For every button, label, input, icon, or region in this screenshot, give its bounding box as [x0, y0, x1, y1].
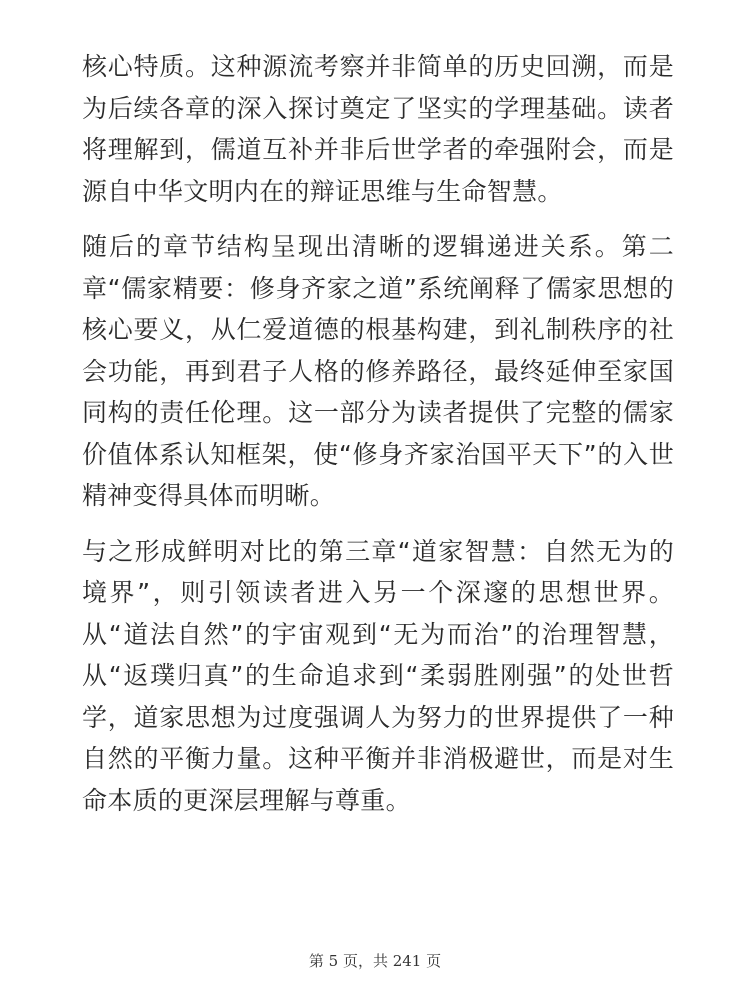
page-number: 第 5 页，共 241 页	[308, 952, 442, 970]
paragraph-1: 核心特质。这种源流考察并非简单的历史回溯，而是为后续各章的深入探讨奠定了坚实的学理基础。读者将理解到，儒道互补并非后世学者的牵强附会，而是源自中华文明内在的辩证思维与生命智慧。	[82, 52, 674, 206]
paragraph-2: 随后的章节结构呈现出清晰的逻辑递进关系。第二章“儒家精要：修身齐家之道”系统阐释了儒家思想的核心要义，从仁爱道德的根基构建，到礼制秩序的社会功能，再到君子人格的修养路径，最终延伸至家国同构的责任伦理。这一部分为读者提供了完整的儒家价值体系认知框架，使“修身齐家治国平天下”的入世精神变得具体而明晰。	[82, 232, 674, 510]
paragraph-3: 与之形成鲜明对比的第三章“道家智慧：自然无为的境界”，则引领读者进入另一个深邃的思想世界。从“道法自然”的宇宙观到“无为而治”的治理智慧，从“返璞归真”的生命追求到“柔弱胜刚强”的处世哲学，道家思想为过度强调人为努力的世界提供了一种自然的平衡力量。这种平衡并非消极避世，而是对生命本质的更深层理解与尊重。	[82, 536, 674, 815]
body-text	[82, 46, 674, 835]
